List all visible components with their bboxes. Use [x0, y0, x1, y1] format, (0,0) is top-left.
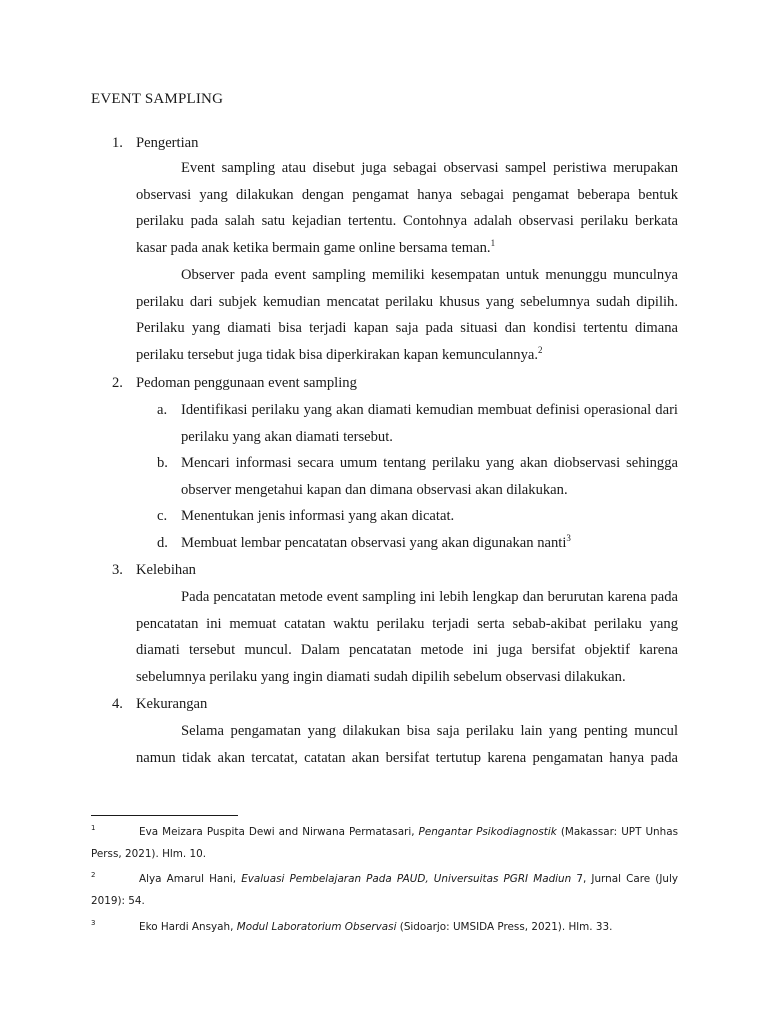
section-title: Pedoman penggunaan event sampling	[136, 375, 357, 391]
section-title: Kelebihan	[136, 562, 196, 578]
footnote-ref: 3	[566, 533, 571, 543]
list-item	[157, 450, 678, 503]
footnote	[91, 864, 678, 912]
footnote-ref: 1	[490, 237, 496, 248]
footnote-text: Eko Hardi Ansyah,	[139, 921, 237, 933]
list-item	[157, 397, 678, 450]
list-letter: a.	[157, 402, 168, 418]
list-item	[157, 530, 678, 557]
footnote-separator	[91, 815, 238, 816]
footnote	[91, 912, 678, 938]
paragraph-text: Observer pada event sampling memiliki kesempatan untuk menunggu munculnya perilaku dari subjek kemudian mencatat perilaku khusus yang sebelumnya sudah dipilih. Perilaku yang diamati bisa terjadi kapan saja pada situasi dan kondisi tertentu dimana perilaku tersebut juga tidak bisa diperkirakan kapan kemunculannya.	[136, 267, 678, 363]
list-item-text	[181, 530, 678, 557]
footnote-ref: 2	[538, 344, 543, 355]
footnote-number: 2	[91, 871, 96, 879]
list-letter: d.	[157, 535, 168, 551]
section-number: 1.	[112, 135, 123, 151]
list-letter: b.	[157, 455, 168, 471]
footnote-italic: Pengantar Psikodiagnostik	[418, 826, 557, 838]
page-title: EVENT SAMPLING	[91, 91, 224, 107]
footnote	[91, 817, 678, 865]
paragraph	[136, 155, 678, 261]
footnote-text: 7, Jurnal Care (July 2019): 54.	[91, 873, 679, 907]
section-title: Pengertian	[136, 135, 199, 151]
section-number: 4.	[112, 696, 123, 712]
list-item	[157, 503, 678, 530]
section-number: 2.	[112, 375, 123, 391]
paragraph-text: Event sampling atau disebut juga sebagai observasi sampel peristiwa merupakan observasi yang dilakukan dengan pengamat hanya sebagai pengamat beberapa bentuk perilaku pada salah satu kejadian tertentu. Contohnya adalah observasi perilaku berkata kasar pada anak ketika bermain game online bersama teman.	[136, 160, 678, 256]
list-item-text-content: Membuat lembar pencatatan observasi yang akan digunakan nanti	[181, 535, 567, 551]
footnote-number: 1	[91, 824, 96, 832]
footnote-italic: Modul Laboratorium Observasi	[236, 921, 397, 933]
paragraph-text: Pada pencatatan metode event sampling ini lebih lengkap dan berurutan karena pada pencatatan ini memuat catatan waktu perilaku terjadi serta sebab-akibat perilaku yang diamati tersebut muncul. Dalam pencatatan metode ini juga bersifat objektif karena sebelumnya perilaku yang ingin diamati sudah dipilih sebelum observasi dilakukan.	[136, 589, 678, 685]
section-number: 3.	[112, 562, 123, 578]
list-item-text: Mencari informasi secara umum tentang perilaku yang akan diobservasi sehingga observer mengetahui kapan dan dimana observasi akan dilakukan.	[181, 455, 678, 498]
section-title: Kekurangan	[136, 696, 208, 712]
paragraph	[136, 262, 678, 368]
paragraph	[136, 718, 678, 771]
paragraph-text: Selama pengamatan yang dilakukan bisa saja perilaku lain yang penting muncul namun tidak akan tercatat, catatan akan bersifat tertutup karena pengamatan hanya pada	[136, 723, 678, 766]
footnote-text: Eva Meizara Puspita Dewi and Nirwana Permatasari,	[139, 826, 419, 838]
footnote-text: (Makassar: UPT Unhas Perss, 2021). Hlm. 10.	[91, 826, 678, 860]
footnote-number: 3	[91, 919, 96, 927]
list-item-text: Identifikasi perilaku yang akan diamati kemudian membuat definisi operasional dari perilaku yang akan diamati tersebut.	[181, 402, 678, 445]
list-letter: c.	[157, 508, 168, 524]
footnote-text: Alya Amarul Hani,	[139, 873, 242, 885]
footnote-italic: Evaluasi Pembelajaran Pada PAUD, Universuitas PGRI Madiun	[241, 873, 572, 885]
footnote-text: (Sidoarjo: UMSIDA Press, 2021). Hlm. 33.	[396, 921, 613, 933]
list-item-text: Menentukan jenis informasi yang akan dicatat.	[181, 508, 455, 524]
paragraph	[136, 584, 678, 690]
